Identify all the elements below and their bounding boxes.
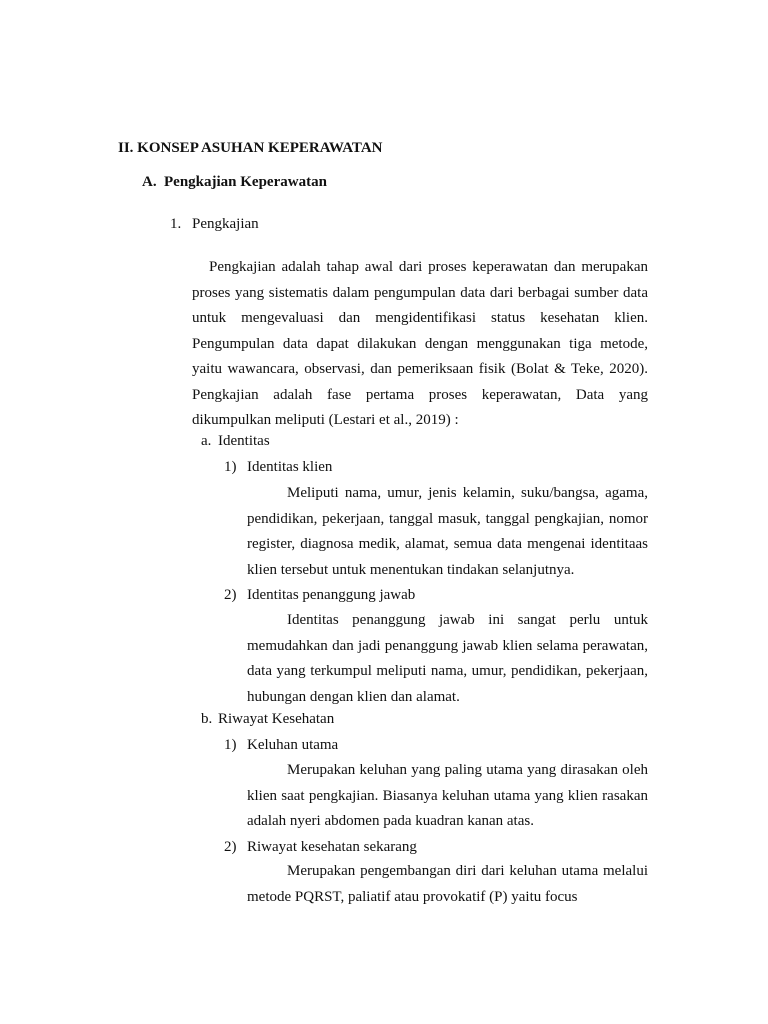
sub-item-title: Identitas klien [247, 459, 333, 475]
sub-item-paragraph: Merupakan keluhan yang paling utama yang dirasakan oleh klien saat pengkajian. Biasanya keluhan utama yang klien rasakan adalah nyeri abdomen pada kuadran kanan atas. [247, 762, 648, 829]
sub-item-marker: 2) [224, 587, 237, 603]
sub-item-paragraph: Meliputi nama, umur, jenis kelamin, suku/bangsa, agama, pendidikan, pekerjaan, tanggal masuk, tanggal pengkajian, nomor register, diagnosa medik, alamat, semua data mengenai identitaas klien tersebut untuk menentukan tindakan selanjutnya. [247, 485, 648, 578]
list-item-a-title: Identitas [218, 433, 270, 449]
sub-item-title: Keluhan utama [247, 737, 339, 753]
list-item-a [201, 429, 270, 455]
list-item-b-marker: b. [201, 711, 213, 727]
intro-paragraph: Pengkajian adalah tahap awal dari proses keperawatan dan merupakan proses yang sistematis dalam pengumpulan data dari berbagai sumber data untuk mengevaluasi dan mengidentifikasi status kesehatan klien. Pengumpulan data dapat dilakukan dengan menggunakan tiga metode, yaitu wawancara, observasi, dan pemeriksaan fisik (Bolat & Teke, 2020). Pengkajian adalah fase pertama proses keperawatan, Data yang dikumpulkan meliputi (Lestari et al., 2019) : [192, 259, 648, 428]
list-item-b [201, 707, 334, 733]
numbered-item-marker: 1. [170, 216, 182, 232]
sub-item-marker: 1) [224, 459, 237, 475]
sub-item-title: Riwayat kesehatan sekarang [247, 839, 417, 855]
sub-item-paragraph: Identitas penanggung jawab ini sangat perlu untuk memudahkan dan jadi penanggung jawab klien selama perawatan, data yang terkumpul meliputi nama, umur, pendidikan, pekerjaan, hubungan dengan klien dan alamat. [247, 612, 648, 705]
sub-item-heading [224, 583, 415, 609]
sub-item-marker: 2) [224, 839, 237, 855]
subsection-title: Pengkajian Keperawatan [164, 174, 327, 190]
sub-item-heading [224, 455, 332, 481]
sub-item-heading [224, 835, 417, 861]
sub-item-title: Identitas penanggung jawab [247, 587, 416, 603]
section-title: II. KONSEP ASUHAN KEPERAWATAN [118, 140, 383, 156]
sub-item-paragraph: Merupakan pengembangan diri dari keluhan utama melalui metode PQRST, paliatif atau provokatif (P) yaitu focus [247, 863, 648, 905]
sub-item-heading [224, 733, 338, 759]
sub-item-marker: 1) [224, 737, 237, 753]
list-item-a-marker: a. [201, 433, 212, 449]
numbered-item-heading [170, 216, 259, 233]
list-item-b-title: Riwayat Kesehatan [218, 711, 335, 727]
subsection-marker: A. [142, 174, 157, 190]
subsection-heading [142, 174, 327, 191]
numbered-item-title: Pengkajian [192, 216, 259, 232]
